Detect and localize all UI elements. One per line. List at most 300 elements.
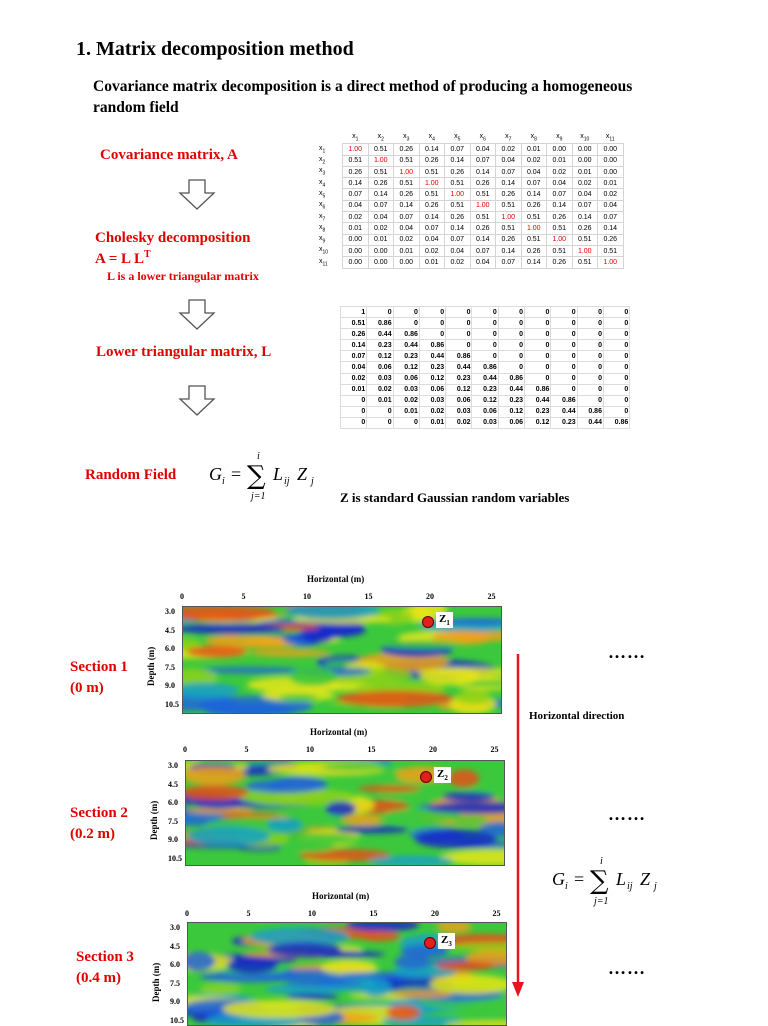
chol-cell: 0.12 (498, 406, 524, 417)
chol-cell: 0 (525, 329, 551, 340)
chol-cell: 0.03 (367, 373, 393, 384)
svg-text:∑: ∑ (247, 461, 266, 491)
gaussian-note: Z is standard Gaussian random variables (340, 490, 570, 505)
chol-cell: 0 (393, 307, 419, 318)
field-blob (200, 983, 241, 994)
cov-cell: 0.07 (547, 189, 573, 200)
y-tick-label: 6.0 (170, 960, 180, 969)
cov-cell: 0.14 (547, 200, 573, 211)
chol-cell: 0 (577, 329, 603, 340)
cov-cell: 0.01 (419, 257, 445, 268)
chol-cell: 0.23 (498, 395, 524, 406)
z-subscript: 1 (446, 619, 450, 628)
cov-cell: 0.26 (521, 200, 547, 211)
x-tick-label: 15 (364, 592, 373, 601)
chol-cell: 0 (577, 384, 603, 395)
field-blob (342, 814, 383, 825)
y-tick-label: 9.0 (165, 681, 175, 690)
z-symbol: Z (439, 613, 447, 625)
chol-cell: 0.01 (367, 395, 393, 406)
direction-label: Horizontal direction (529, 710, 625, 722)
chol-row (341, 417, 630, 428)
chol-cell: 0.86 (525, 384, 551, 395)
cov-cell: 0.14 (572, 212, 598, 223)
cov-cell: 1.00 (521, 223, 547, 234)
field-blob (442, 792, 494, 801)
chol-cell: 0.03 (393, 384, 419, 395)
cov-cell: 0.26 (368, 178, 394, 189)
cov-cell: 0.51 (368, 166, 394, 177)
cov-row (318, 166, 623, 177)
cov-cell: 0.26 (496, 234, 522, 245)
cov-col-header: $x_6$ (470, 133, 496, 144)
field-blob (183, 683, 239, 699)
cov-cell: 0.04 (547, 178, 573, 189)
field-blob (188, 923, 224, 931)
cov-cell: 0.26 (419, 155, 445, 166)
z-symbol: Z (441, 934, 449, 946)
random-field-label: Random Field (85, 467, 177, 483)
covariance-label: Covariance matrix, A (100, 147, 238, 163)
field-blob (415, 830, 496, 849)
chol-cell: 0 (472, 307, 498, 318)
field-blob (279, 694, 318, 702)
chol-cell: 0.23 (393, 351, 419, 362)
chol-cell: 0 (551, 329, 577, 340)
y-tick-label: 10.5 (165, 699, 179, 709)
section-offset: (0.4 m) (76, 970, 121, 986)
cov-cell: 0.01 (598, 178, 624, 189)
field-blob (322, 762, 394, 770)
cov-cell: 0.02 (394, 234, 420, 245)
chol-cell: 0 (525, 362, 551, 373)
cov-col-header: $x_8$ (521, 133, 547, 144)
cov-cell: 0.14 (419, 212, 445, 223)
cholesky-note: L is a lower triangular matrix (107, 269, 259, 283)
chol-cell: 0.23 (446, 373, 472, 384)
cov-row-header: $x_7$ (319, 212, 326, 222)
svg-text:i: i (257, 451, 260, 462)
cov-cell: 0.14 (521, 189, 547, 200)
chol-row (341, 373, 630, 384)
cov-cell: 0.04 (470, 257, 496, 268)
cov-cell: 1.00 (343, 144, 369, 155)
chol-cell: 0.06 (472, 406, 498, 417)
cov-row-header: $x_{10}$ (319, 246, 329, 256)
chol-cell: 0 (498, 351, 524, 362)
chol-cell: 0.86 (367, 318, 393, 329)
chol-row (341, 340, 630, 351)
cov-col-header: $x_{11}$ (598, 133, 624, 144)
cov-cell: 0.00 (547, 144, 573, 155)
chol-cell: 0 (393, 417, 419, 428)
chol-row (341, 318, 630, 329)
cov-cell: 0.04 (343, 200, 369, 211)
z-symbol: Z (437, 768, 445, 780)
chol-cell: 0.03 (419, 395, 445, 406)
field-blob (436, 961, 494, 971)
chol-cell: 0 (551, 351, 577, 362)
chol-cell: 0.44 (525, 395, 551, 406)
random-field-plot (185, 760, 505, 866)
cov-cell: 0.02 (445, 257, 471, 268)
chol-cell: 0 (551, 384, 577, 395)
y-tick-label: 7.5 (168, 816, 178, 826)
random-field-image (183, 607, 501, 713)
cov-row-header: $x_{11}$ (319, 257, 328, 268)
chol-cell: 0.23 (367, 340, 393, 351)
chol-cell: 0 (472, 340, 498, 351)
cov-cell: 1.00 (547, 234, 573, 245)
x-tick-label: 5 (246, 909, 251, 918)
cov-cell: 0.51 (572, 257, 598, 268)
cov-cell: 0.00 (572, 155, 598, 166)
svg-text:ij: ij (627, 881, 633, 892)
cov-cell: 0.51 (343, 155, 369, 166)
cov-cell: 0.51 (496, 223, 522, 234)
svg-text:j=1: j=1 (251, 491, 266, 502)
chol-cell: 0.51 (341, 318, 367, 329)
chol-cell: 0.86 (551, 395, 577, 406)
x-tick-label: 0 (180, 592, 184, 601)
cov-cell: 0.07 (394, 212, 420, 223)
y-tick-label: 4.5 (168, 779, 178, 789)
field-blob (360, 931, 400, 941)
field-blob (392, 991, 452, 998)
chol-cell: 0.02 (393, 395, 419, 406)
chol-cell: 0 (577, 340, 603, 351)
chol-cell: 0 (603, 406, 629, 417)
chol-cell: 0 (498, 340, 524, 351)
field-blob (361, 979, 392, 998)
cov-cell: 0.26 (547, 257, 573, 268)
chol-cell: 0 (446, 318, 472, 329)
chol-cell: 0.86 (577, 406, 603, 417)
cov-cell: 0.51 (419, 189, 445, 200)
cov-cell: 0.26 (343, 166, 369, 177)
chol-cell: 0.04 (341, 362, 367, 373)
cov-cell: 0.14 (394, 200, 420, 211)
cov-cell: 0.14 (521, 257, 547, 268)
field-blob (307, 951, 385, 958)
cov-cell: 0.14 (470, 234, 496, 245)
cov-cell: 0.07 (470, 245, 496, 256)
chol-cell: 0 (341, 395, 367, 406)
cov-cell: 0.51 (394, 178, 420, 189)
cov-cell: 0.00 (343, 234, 369, 245)
y-tick-label: 10.5 (170, 1015, 184, 1025)
random-field-image (186, 761, 504, 865)
chol-cell: 0 (498, 318, 524, 329)
chol-cell: 0.06 (393, 373, 419, 384)
chol-cell: 0 (472, 351, 498, 362)
cov-cell: 0.02 (343, 212, 369, 223)
chol-cell: 0.44 (393, 340, 419, 351)
cov-col-header: $x_7$ (496, 133, 522, 144)
cov-cell: 0.14 (419, 144, 445, 155)
field-blob (187, 827, 270, 847)
chol-cell: 0.12 (367, 351, 393, 362)
chol-cell: 0.01 (419, 417, 445, 428)
chol-cell: 0 (551, 373, 577, 384)
chol-cell: 0 (419, 307, 445, 318)
chol-cell: 0.03 (446, 406, 472, 417)
cholesky-equation-text: A = L L (95, 251, 144, 267)
chol-cell: 0 (446, 307, 472, 318)
cov-row (318, 144, 623, 155)
chol-cell: 0 (577, 395, 603, 406)
chol-cell: 0.44 (498, 384, 524, 395)
y-tick-label: 3.0 (165, 607, 175, 616)
cov-cell: 0.00 (598, 155, 624, 166)
cov-cell: 0.26 (572, 223, 598, 234)
x-tick-label: 10 (303, 592, 311, 601)
field-blob (250, 650, 331, 657)
random-field-formula-2 (548, 852, 668, 908)
cov-cell: 0.07 (445, 144, 471, 155)
svg-text:G: G (209, 464, 222, 484)
cov-cell: 0.01 (572, 166, 598, 177)
section-name: Section 2 (70, 805, 128, 821)
cov-cell: 0.51 (368, 144, 394, 155)
corner-cell (318, 133, 343, 144)
chol-cell: 0.06 (446, 395, 472, 406)
chol-cell: 0.12 (446, 384, 472, 395)
chol-cell: 0 (498, 362, 524, 373)
cov-cell: 0.00 (368, 257, 394, 268)
x-tick-label: 25 (490, 745, 499, 754)
cov-cell: 0.00 (368, 245, 394, 256)
cov-cell: 0.26 (547, 212, 573, 223)
svg-text:i: i (600, 856, 603, 867)
section-name: Section 3 (76, 949, 134, 965)
cov-cell: 0.07 (496, 257, 522, 268)
cov-row (318, 200, 623, 211)
cov-cell: 0.02 (547, 166, 573, 177)
cov-cell: 0.51 (521, 234, 547, 245)
cov-cell: 1.00 (598, 257, 624, 268)
cov-cell: 0.07 (419, 223, 445, 234)
cov-col-header: $x_3$ (394, 133, 420, 144)
chol-cell: 0.86 (498, 373, 524, 384)
chol-cell: 0 (577, 373, 603, 384)
y-tick-label: 9.0 (170, 997, 180, 1006)
field-blob (289, 842, 335, 853)
ellipsis-1: …… (608, 642, 646, 662)
chol-cell: 0 (341, 406, 367, 417)
random-field-image (188, 923, 506, 1025)
cov-row (318, 245, 623, 256)
field-blob (337, 690, 454, 707)
cov-cell: 0.00 (394, 257, 420, 268)
chol-cell: 0 (603, 373, 629, 384)
cov-row (318, 155, 623, 166)
chol-row (341, 307, 630, 318)
cov-cell: 0.07 (368, 200, 394, 211)
cov-cell: 0.02 (419, 245, 445, 256)
cov-col-header: $x_1$ (343, 133, 369, 144)
cov-col-header: $x_{10}$ (572, 133, 598, 144)
svg-text:=: = (231, 464, 242, 484)
cov-cell: 0.02 (521, 155, 547, 166)
cov-cell: 0.26 (470, 178, 496, 189)
cov-cell: 0.07 (445, 234, 471, 245)
cov-cell: 1.00 (470, 200, 496, 211)
field-blob (449, 770, 479, 788)
chol-row (341, 351, 630, 362)
cov-row-header: $x_6$ (319, 201, 326, 211)
cov-cell: 0.26 (394, 189, 420, 200)
chol-cell: 0.44 (577, 417, 603, 428)
plot-x-title: Horizontal (m) (312, 891, 370, 901)
random-field-plot (187, 922, 507, 1026)
down-arrow-icon (178, 299, 216, 331)
x-tick-label: 0 (183, 745, 187, 754)
direction-arrow-icon (510, 654, 526, 998)
svg-text:i: i (565, 881, 568, 892)
cov-cell: 0.14 (368, 189, 394, 200)
field-blob (384, 640, 464, 649)
svg-text:L: L (616, 869, 627, 889)
field-blob (223, 1000, 337, 1019)
cov-cell: 0.00 (343, 245, 369, 256)
cov-cell: 0.26 (496, 189, 522, 200)
cov-cell: 0.14 (343, 178, 369, 189)
cov-cell: 0.04 (419, 234, 445, 245)
y-tick-label: 7.5 (165, 662, 175, 672)
chol-cell: 0.44 (551, 406, 577, 417)
lower-matrix-label: Lower triangular matrix, L (96, 344, 272, 360)
chol-cell: 0.02 (419, 406, 445, 417)
chol-cell: 0.02 (367, 384, 393, 395)
chol-cell: 0 (603, 307, 629, 318)
chol-cell: 0 (577, 307, 603, 318)
chol-cell: 0.03 (472, 417, 498, 428)
cov-row (318, 212, 623, 223)
cov-cell: 0.00 (343, 257, 369, 268)
random-field-plot (182, 606, 502, 714)
cov-col-header: $x_2$ (368, 133, 394, 144)
cov-cell: 0.26 (445, 212, 471, 223)
chol-cell: 0 (525, 373, 551, 384)
cov-cell: 0.51 (547, 223, 573, 234)
cov-cell: 0.14 (470, 166, 496, 177)
chol-cell: 1 (341, 307, 367, 318)
cov-row-header: $x_8$ (319, 223, 326, 234)
chol-cell: 0 (551, 362, 577, 373)
chol-cell: 0.86 (419, 340, 445, 351)
chol-cell: 0 (603, 384, 629, 395)
svg-text:Z: Z (640, 869, 651, 889)
covariance-matrix (318, 133, 624, 269)
cov-cell: 0.07 (521, 178, 547, 189)
plot-x-title: Horizontal (m) (307, 574, 365, 584)
z-marker-dot (420, 771, 432, 783)
chol-cell: 0 (498, 307, 524, 318)
svg-text:i: i (222, 476, 225, 487)
chol-cell: 0 (603, 351, 629, 362)
x-tick-label: 5 (241, 592, 246, 601)
chol-cell: 0 (446, 340, 472, 351)
chol-cell: 0 (446, 329, 472, 340)
z-subscript: 3 (448, 940, 452, 949)
cov-cell: 0.04 (496, 155, 522, 166)
cov-cell: 0.04 (368, 212, 394, 223)
x-tick-label: 5 (244, 745, 249, 754)
cov-cell: 0.00 (572, 144, 598, 155)
z-subscript: 2 (444, 774, 448, 783)
chol-cell: 0.44 (446, 362, 472, 373)
chol-row (341, 329, 630, 340)
chol-cell: 0.86 (603, 417, 629, 428)
cov-cell: 0.00 (598, 166, 624, 177)
cov-cell: 0.02 (598, 189, 624, 200)
cov-cell: 0.26 (445, 166, 471, 177)
chol-cell: 0.86 (472, 362, 498, 373)
chol-cell: 0 (551, 340, 577, 351)
cov-row-header: $x_2$ (319, 156, 326, 166)
field-blob (326, 801, 356, 816)
cov-cell: 1.00 (419, 178, 445, 189)
y-tick-label: 4.5 (170, 941, 180, 951)
ellipsis-3: …… (608, 958, 646, 978)
chol-cell: 0 (419, 318, 445, 329)
x-tick-label: 15 (369, 909, 378, 918)
chol-cell: 0 (393, 318, 419, 329)
plot-x-title: Horizontal (m) (310, 727, 368, 737)
chol-cell: 0 (498, 329, 524, 340)
field-blob (289, 667, 338, 686)
cov-cell: 0.26 (394, 144, 420, 155)
cov-cell: 0.02 (368, 223, 394, 234)
chol-row (341, 406, 630, 417)
cov-cell: 0.02 (572, 178, 598, 189)
chol-cell: 0.23 (525, 406, 551, 417)
svg-text:j: j (311, 476, 314, 487)
chol-cell: 0 (525, 307, 551, 318)
cov-row (318, 178, 623, 189)
y-tick-label: 4.5 (165, 625, 175, 635)
field-blob (284, 980, 365, 986)
field-blob (437, 923, 473, 933)
x-tick-label: 20 (431, 909, 439, 918)
chol-cell: 0.44 (419, 351, 445, 362)
y-tick-label: 9.0 (168, 835, 178, 844)
field-blob (267, 818, 303, 833)
cov-cell: 0.07 (470, 155, 496, 166)
cov-cell: 0.14 (598, 223, 624, 234)
cov-cell: 0.01 (343, 223, 369, 234)
chol-row (341, 362, 630, 373)
svg-text:L: L (273, 464, 284, 484)
x-tick-label: 25 (487, 592, 496, 601)
cov-cell: 0.04 (470, 144, 496, 155)
chol-cell: 0.86 (393, 329, 419, 340)
cov-cell: 0.01 (368, 234, 394, 245)
section-offset: (0 m) (70, 680, 104, 696)
cov-cell: 1.00 (496, 212, 522, 223)
chol-cell: 0.06 (419, 384, 445, 395)
chol-cell: 0 (551, 318, 577, 329)
cholesky-label: Cholesky decomposition (95, 230, 251, 246)
cov-cell: 0.01 (547, 155, 573, 166)
section-offset: (0.2 m) (70, 826, 115, 842)
cov-cell: 0.14 (445, 223, 471, 234)
cov-cell: 0.02 (496, 144, 522, 155)
chol-cell: 0 (341, 417, 367, 428)
chol-cell: 0 (525, 318, 551, 329)
field-blob (227, 957, 278, 974)
